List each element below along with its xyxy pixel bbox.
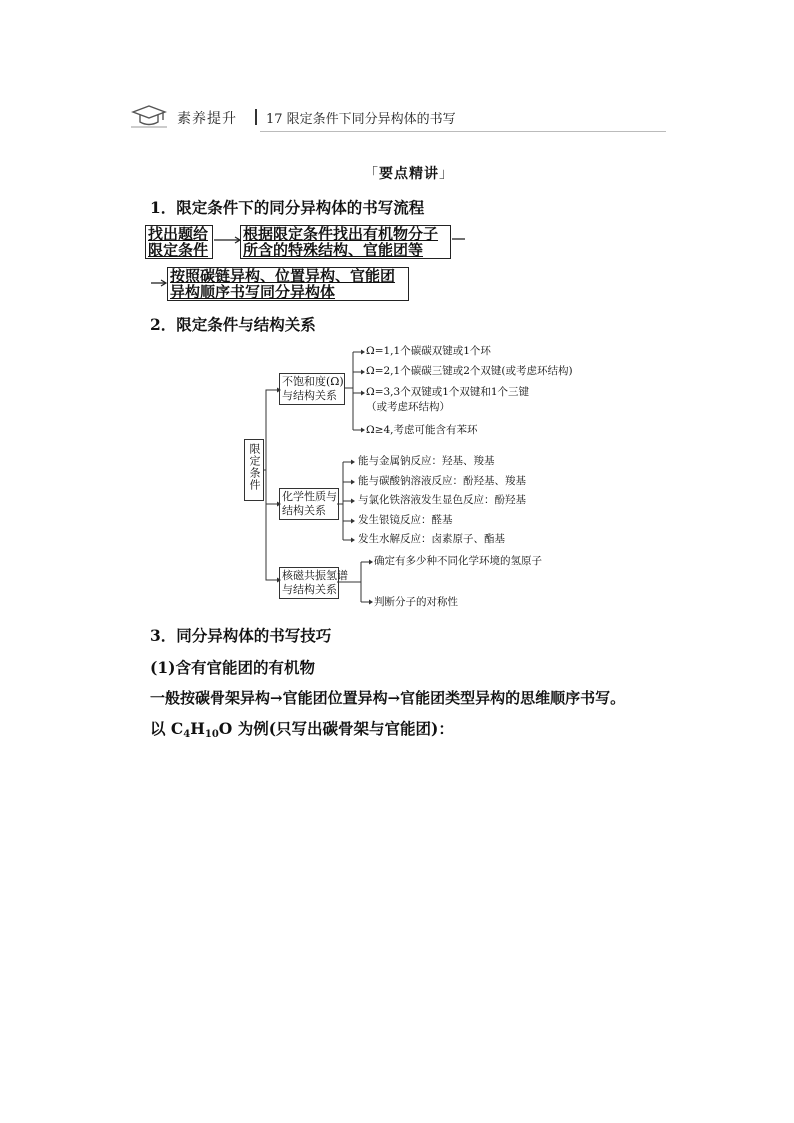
flow-box-line: 所含的特殊结构、官能团等 (243, 241, 424, 259)
group-label-line: 核磁共振氢谱 (282, 569, 348, 582)
diagram-root-label: 限定条件 (248, 443, 261, 491)
flow-arrow-1 (213, 235, 243, 245)
flow-box-line: 按照碳链异构、位置异构、官能团 (170, 267, 396, 285)
formula-part: C (170, 719, 184, 738)
paragraph-2 (150, 717, 454, 740)
subheading-1: (1)含有官能团的有机物 (150, 658, 315, 677)
formula-part: H (190, 719, 205, 738)
nmr-item: 确定有多少种不同化学环境的氢原子 (374, 555, 542, 567)
group-label-line: 结构关系 (282, 504, 326, 517)
group-label-line: 与结构关系 (282, 389, 337, 402)
flow-box-line: 找出题给 (148, 225, 209, 243)
paragraph-1: 一般按碳骨架异构→官能团位置异构→官能团类型异构的思维顺序书写。 (150, 689, 626, 707)
flow-box-write-isomers (167, 267, 409, 301)
heading-3: 3．同分异构体的书写技巧 (150, 626, 332, 645)
chemical-property-item: 能与碳酸钠溶液反应：酚羟基、羧基 (358, 475, 526, 487)
section-title-text: 要点精讲 (379, 166, 439, 182)
flow-box-line: 异构顺序书写同分异构体 (170, 283, 336, 301)
chemical-property-item: 与氯化铁溶液发生显色反应：酚羟基 (358, 494, 526, 506)
diagram-root-box (244, 439, 264, 501)
header-title: 17 限定条件下同分异构体的书写 (266, 112, 456, 127)
unsaturation-item: Ω=3,3个双键或1个双键和1个三键 (366, 386, 530, 398)
chemical-property-item: 发生银镜反应：醛基 (358, 514, 453, 526)
heading-1: 1．限定条件下的同分异构体的书写流程 (150, 198, 425, 217)
flow-arrow-2 (150, 278, 168, 288)
close-bracket: 」 (439, 166, 454, 182)
open-bracket: 「 (364, 166, 379, 182)
group-label-line: 化学性质与 (282, 490, 337, 503)
group-box-chemical-property (279, 488, 339, 520)
formula-subscript: 10 (204, 729, 219, 740)
paragraph-2-suffix: 为例(只写出碳骨架与官能团)： (232, 719, 454, 738)
flow-box-find-structures (240, 225, 451, 259)
flow-box-line: 限定条件 (148, 241, 209, 259)
heading-2: 2．限定条件与结构关系 (150, 315, 316, 334)
flow-connector (451, 236, 467, 242)
unsaturation-item: Ω=2,1个碳碳三键或2个双键(或考虑环结构) (366, 365, 573, 377)
group-box-unsaturation (279, 373, 345, 405)
group-label-line: 与结构关系 (282, 583, 337, 596)
flow-box-line: 根据限定条件找出有机物分子 (243, 225, 439, 243)
group-label-line: 不饱和度(Ω) (282, 375, 344, 388)
chemical-property-item: 能与金属钠反应：羟基、羧基 (358, 455, 495, 467)
formula-subscript: 4 (183, 729, 191, 740)
header-category: 素养提升 (177, 111, 237, 127)
nmr-item: 判断分子的对称性 (374, 596, 458, 608)
flow-box-find-conditions (145, 225, 213, 259)
header-divider (255, 109, 257, 125)
unsaturation-item: Ω=1,1个碳碳双键或1个环 (366, 345, 491, 357)
graduation-cap-icon (131, 103, 167, 129)
group-box-nmr (279, 567, 348, 599)
section-title (364, 163, 454, 183)
header-rule (260, 131, 666, 132)
chemical-property-item: 发生水解反应：卤素原子、酯基 (358, 533, 505, 545)
paragraph-2-prefix: 以 (150, 719, 171, 738)
unsaturation-item: Ω≥4,考虑可能含有苯环 (366, 424, 478, 436)
unsaturation-item: （或考虑环结构） (366, 401, 450, 413)
formula-part: O (218, 719, 233, 738)
